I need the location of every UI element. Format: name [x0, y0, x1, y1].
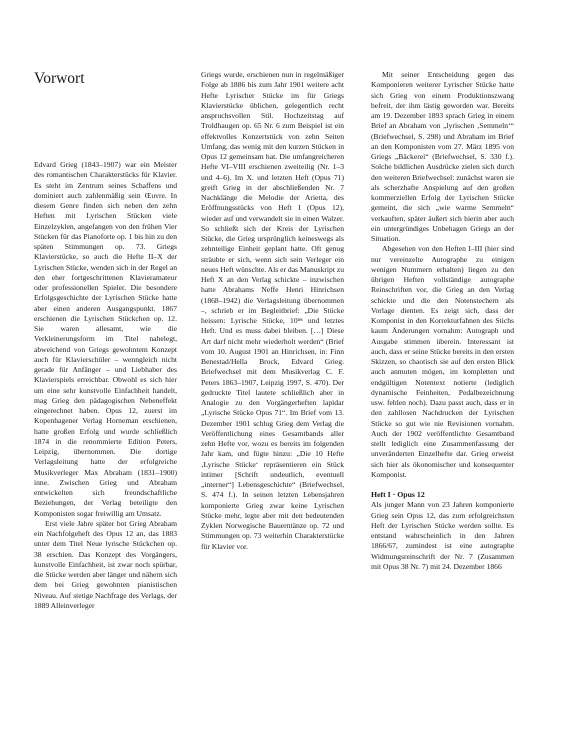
- page-title: Vorwort: [34, 70, 85, 87]
- paragraph: Mit seiner Entscheidung gegen das Komponieren weiterer Lyrischer Stücke hatte sich Grieg von einem Produktionszwang befreit, der ihm lästig geworden war. Bereits am 19. Dezember 1893 sprach Grieg in einem Brief an Abraham von „lyrischen ‚Semmeln‘“ (Briefwechsel, S. 298) und Abraham im Brief an den Komponisten vom 27. März 1895 von Griegs „Bäckerei“ (Briefwechsel, S. 330 f.). Solche bildlichen Ausdrücke zielen sich durch den weiteren Briefwechsel: zunächst waren sie als scherzhafte Anspielung auf den großen kommerziellen Erfolg der Lyrischen Stücke gemeint, die sich „wie warme Semmeln“ verkauften, später äußert sich hierin aber auch ein untergründiges Unbehagen Griegs an der Situation.: [371, 70, 514, 243]
- text-column-3: [371, 70, 514, 572]
- paragraph: Als junger Mann von 23 Jahren komponierte Grieg sein Opus 12, das zum erfolgreichsten Heft der Lyrischen Stücke werden sollte. Es entstand wahrscheinlich in den Jahren 1866/67, zumindest ist eine autographe Widmungsreinschrift der Nr. 7 (Zusammen mit Opus 38 Nr. 7) mit 24. Dezember 1866: [371, 500, 514, 571]
- paragraph: Abgesehen von den Heften I–III (hier sind nur vereinzelte Autographe zu einigen wenigen Nummern erhalten) liegen zu den übrigen Heften vollständige autographe Reinschriften vor, die Grieg an den Verlag schickte und die den Notenstechern als Vorlage dienten. Es zeigt sich, dass der Komponist in den Korrekturfahnen des Stichs kaum Änderungen vornahm: Autograph und Ausgabe stimmen überein. Interessant ist auch, dass er seine Stücke bereits in den ersten Skizzen, so chaotisch sie auf den ersten Blick auch anmuten mögen, im kompletten und endgültigen Notentext notierte (lediglich dynamische Feinheiten, Pedalbezeichnung usw. fehlen noch). Dazu passt auch, dass er in den zahllosen Nachdrucken der Lyrischen Stücke so gut wie nie Revisionen vornahm. Auch der 1902 veröffentlichte Gesamtband stellt lediglich eine Zusammenfassung der unveränderten Einzelhefte dar. Grieg erweist sich hier als ökonomischer und konsequenter Komponist.: [371, 244, 514, 479]
- paragraph: Griegs wurde, erschienen nun in regelmäßiger Folge ab 1886 bis zum Jahr 1901 weitere acht Hefte Lyrischer Stücke im für Griegs Klavierstücke üblichen, gelegentlich recht anspruchsvollen Stil. Hochzeitstag auf Troldhaugen op. 65 Nr. 6 zum Beispiel ist ein effektvolles Konzertstück von zehn Seiten Umfang, das wenig mit den kurzen Stücken in Opus 12 gemeinsam hat. Die umfangreicheren Hefte VI–VIII erschienen zweiteilig (Nr. 1–3 und 4–6). Im X. und letzten Heft (Opus 71) greift Grieg in der abschließenden Nr. 7 Nachklänge die Melodie der Arietta, des Eröffnungsstücks von Heft I (Opus 12), wieder auf und verwandelt sie in einen Walzer. So schließt sich der Kreis der Lyrischen Stücke, die Grieg ursprünglich keineswegs als zehnteilige Einheit geplant hatte. Oft genug sträubte er sich, wenn sich sein Verleger ein neues Heft wünschte. Als er das Manuskript zu Heft X an den Verlag schickte – inzwischen hatte Abrahams Neffe Henri Hinrichsen (1868–1942) die Verlagsleitung übernommen –, schrieb er im Begleitbrief: „Die Stücke heissen: Lyrische Stücke, 10ᵗᵉˢ und letztes Heft. Und es muss dabei bleiben. […] Diese Art darf nicht mehr wiederholt werden“ (Brief vom 10. August 1901 an Hinrichsen, in: Finn Benestad/Hella Brock, Edvard Grieg. Briefwechsel mit dem Musikverlag C. F. Peters 1863–1907, Leipzig 1997, S. 470). Der gedruckte Titel lautete schließlich aber in Analogie zu den Vorgängerheften lapidar „Lyrische Stücke Opus 71“. Im Brief vom 13. Dezember 1901 schlug Grieg dem Verlag die Veröffentlichung eines Gesamtbands aller zehn Hefte vor, wozu es bereits im folgenden Jahr kam, und fügte hinzu: „Die 10 Hefte ‚Lyrische Stücke‘ repräsentieren ein Stück intimer [Schrift undeutlich, eventuell „interner“] Lebensgeschichte“ (Briefwechsel, S. 474 f.). In seinen letzten Lebensjahren komponierte Grieg zwar keine Lyrischen Stücke mehr, legte aber mit den bedeutenden Zyklen Norwegische Bauerntänze op. 72 und Stimmungen op. 73 weiterhin Charakterstücke für Klavier vor.: [201, 70, 344, 551]
- text-column-1: [34, 160, 177, 611]
- paragraph: Edvard Grieg (1843–1907) war ein Meister des romantischen Charakterstücks für Klavier. Es steht im Zentrum seines Schaffens und dominiert auch zahlenmäßig sein Œuvre. In diesem Genre finden sich neben den zehn Heften mit Lyrischen Stücken viele Einzelzyklen, angefangen von den frühen Vier Stücken für das Pianoforte op. 1 bis hin zu den späten Stimmungen op. 73. Griegs Klavierstücke, so auch die Hefte II–X der Lyrischen Stücke, wenden sich in der Regel an den eher fortgeschrittenen Klavieramateur oder professionellen Spieler. Die besondere Erfolgsgeschichte der Lyrischen Stücke hatte aber einen anderen Ausgangspunkt. 1867 erschienen die Lyrischen Stückchen op. 12. Sie waren allesamt, wie die Verkleinerungsform im Titel nahelegt, abweichend von Griegs gewohntem Konzept auch für Klavierschüler – wenngleich nicht gerade für Anfänger – und Liebhaber des Klavierspiels erreichbar. Obwohl es sich hier um eine sehr kunstvolle Einfachheit handelt, mag Grieg den pädagogischen Nebeneffekt eingerechnet haben. Opus 12, zuerst im Kopenhagener Verlag Horneman erschienen, hatte großen Erfolg und wurde schließlich 1874 in die renommierte Edition Peters, Leipzig, übernommen. Die dortige Verlagsleitung hatte der erfolgreiche Musikverleger Max Abraham (1831–1900) inne. Zwischen Grieg und Abraham entwickelten sich freundschaftliche Beziehungen, der Verlag beteiligte den Komponisten sogar freiwillig am Umsatz.: [34, 160, 177, 518]
- paragraph: Erst viele Jahre später bot Grieg Abraham ein Nachfolgeheft des Opus 12 an, das 1883 unter dem Titel Neue lyrische Stückchen op. 38 erschien. Das Konzept des Vorgängers, kunstvolle Einfachheit, ist zwar noch spürbar, die Stücke werden aber länger und nähern sich dem bei Grieg gewohnten pianistischen Niveau. Auf stetige Nachfrage des Verlags, der 1889 Alleinverleger: [34, 518, 177, 610]
- section-heading: Heft I · Opus 12: [371, 490, 425, 499]
- text-column-2: [201, 70, 344, 552]
